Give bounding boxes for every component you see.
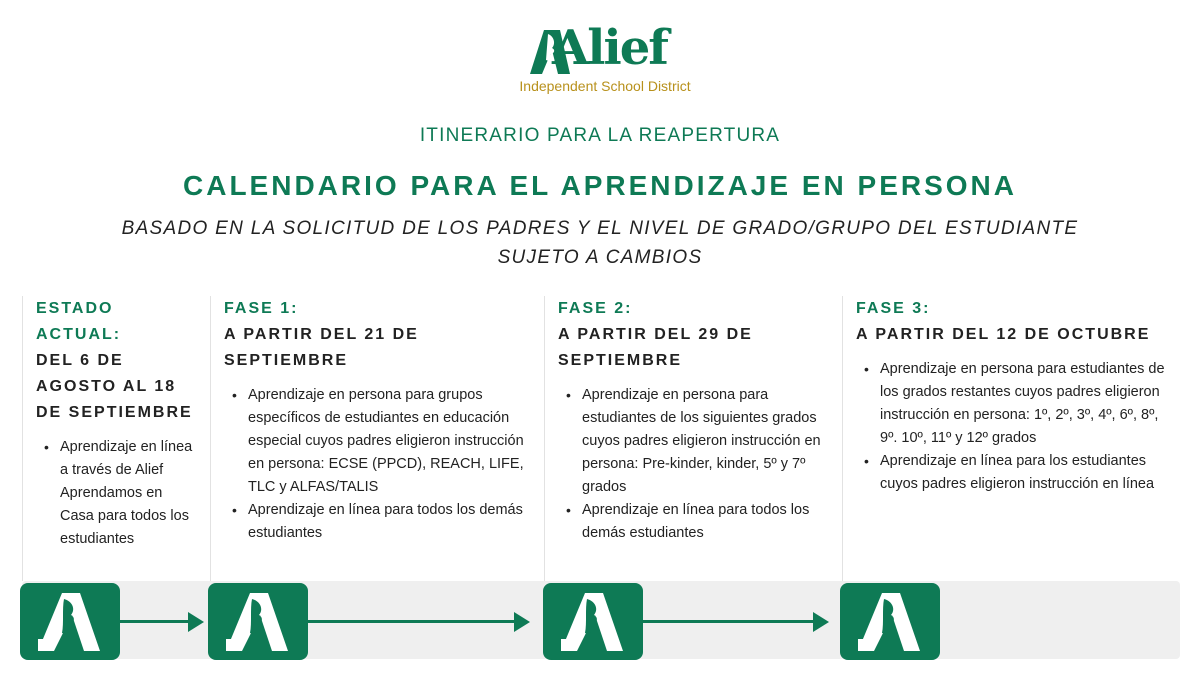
column-phase-3 xyxy=(844,296,1182,581)
arrow-right-icon xyxy=(643,612,829,632)
list-item: • Aprendizaje en persona para estudiantes de los grados restantes cuyos padres eligieron instrucción en persona: 1º, 2º, 3º, 4º, 6º, 8º, 9º. 10º, 11º y 12º grados xyxy=(856,358,1174,450)
phase-date: A PARTIR DEL 21 DE SEPTIEMBRE xyxy=(224,326,419,369)
bullet-list xyxy=(558,384,828,545)
alief-logo xyxy=(520,18,690,98)
bullet-list xyxy=(36,436,198,551)
phase-date: A PARTIR DEL 29 DE SEPTIEMBRE xyxy=(558,326,753,369)
arrow-head xyxy=(514,612,530,632)
list-item: • Aprendizaje en línea para todos los demás estudiantes xyxy=(558,499,828,545)
alief-a-icon xyxy=(557,593,629,651)
alief-badge-phase-2 xyxy=(543,583,643,660)
list-item: • Aprendizaje en línea a través de Alief Aprendamos en Casa para todos los estudiantes xyxy=(36,436,198,551)
alief-a-icon xyxy=(34,593,106,651)
arrow-line xyxy=(120,620,190,623)
alief-badge-phase-1 xyxy=(208,583,308,660)
phase-date: DEL 6 DE AGOSTO AL 18 DE SEPTIEMBRE xyxy=(36,352,193,421)
page-title: CALENDARIO PARA EL APRENDIZAJE EN PERSONA xyxy=(183,170,1017,201)
list-item: • Aprendizaje en persona para grupos específicos de estudiantes en educación especial cuyos padres eligieron instrucción en persona: ECSE (PPCD), REACH, LIFE, TLC y ALFAS/TALIS xyxy=(224,384,530,499)
arrow-head xyxy=(188,612,204,632)
page-subtitle xyxy=(0,214,1200,272)
arrow-right-icon xyxy=(308,612,530,632)
arrow-line xyxy=(643,620,815,623)
subtitle-line-2: SUJETO A CAMBIOS xyxy=(497,247,703,268)
arrow-line xyxy=(308,620,516,623)
subtitle-line-1: BASADO EN LA SOLICITUD DE LOS PADRES Y EL NIVEL DE GRADO/GRUPO DEL ESTUDIANTE xyxy=(121,218,1079,239)
alief-a-icon xyxy=(222,593,294,651)
list-item: • Aprendizaje en línea para todos los demás estudiantes xyxy=(224,499,530,545)
phase-label: FASE 2: xyxy=(558,300,633,317)
column-phase-2 xyxy=(546,296,836,581)
logo-subtitle: Independent School District xyxy=(519,78,691,94)
phase-label: FASE 1: xyxy=(224,300,299,317)
column-current-status xyxy=(24,296,206,581)
alief-badge-current xyxy=(20,583,120,660)
alief-badge-phase-3 xyxy=(840,583,940,660)
phase-label: ESTADO ACTUAL: xyxy=(36,300,122,343)
alief-a-icon xyxy=(854,593,926,651)
list-item: • Aprendizaje en persona para estudiantes de los siguientes grados cuyos padres eligieron instrucción en persona: Pre-kinder, kinder, 5º y 7º grados xyxy=(558,384,828,499)
column-phase-1 xyxy=(212,296,538,581)
bullet-list xyxy=(856,358,1174,496)
arrow-head xyxy=(813,612,829,632)
itinerary-heading: ITINERARIO PARA LA REAPERTURA xyxy=(419,125,781,146)
phase-date: A PARTIR DEL 12 DE OCTUBRE xyxy=(856,326,1151,343)
bullet-list xyxy=(224,384,530,545)
arrow-right-icon xyxy=(120,612,204,632)
phase-label: FASE 3: xyxy=(856,300,931,317)
list-item: • Aprendizaje en línea para los estudiantes cuyos padres eligieron instrucción en línea xyxy=(856,450,1174,496)
logo-wordmark: Alief xyxy=(552,20,667,76)
